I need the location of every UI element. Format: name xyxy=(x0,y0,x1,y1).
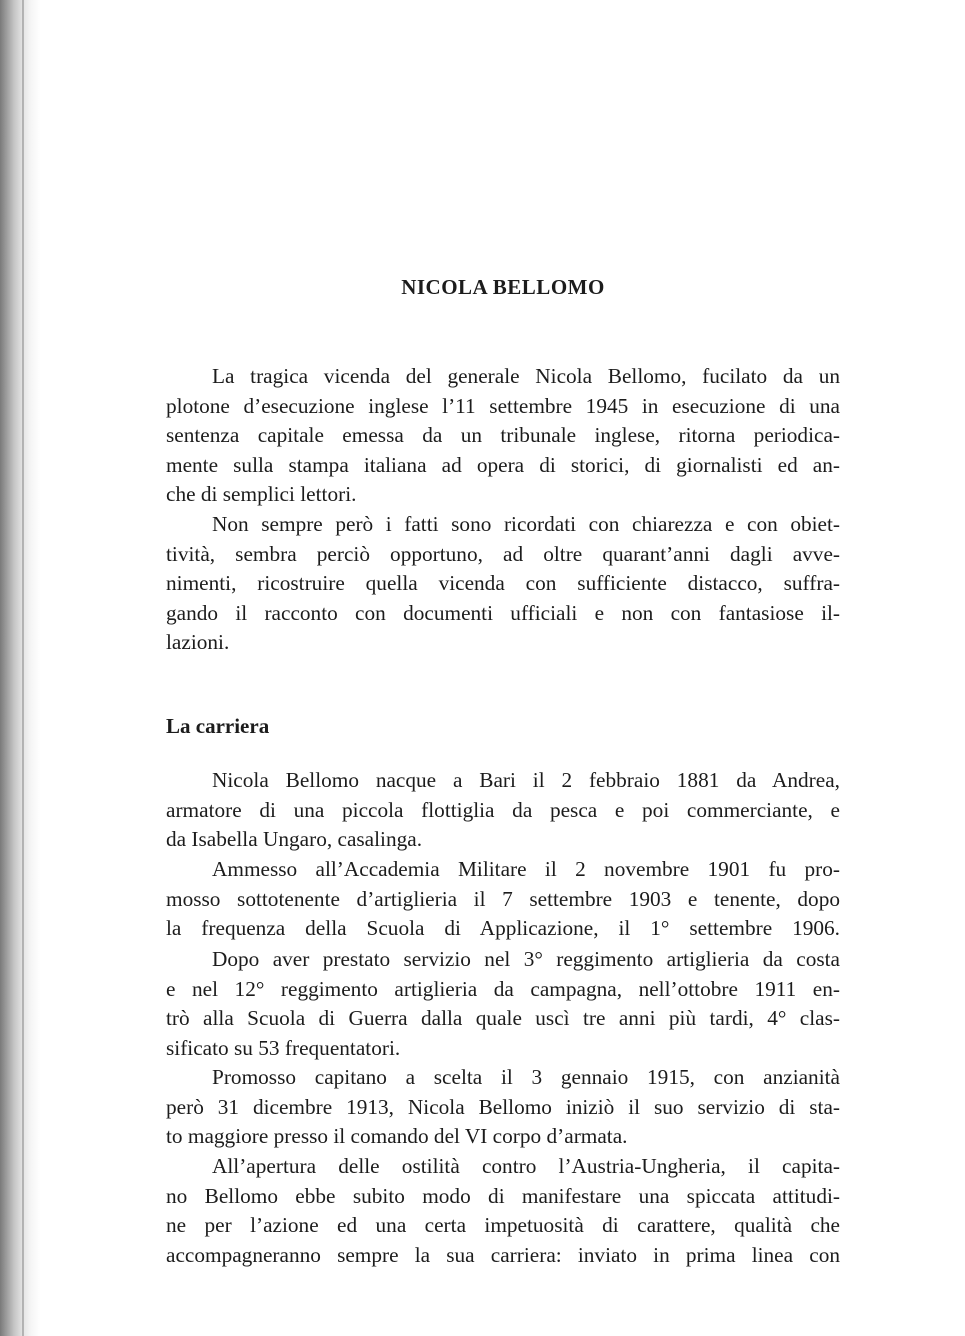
text-line: trò alla Scuola di Guerra dalla quale uscì tre anni più tardi, 4° clas- xyxy=(166,1006,840,1031)
text-line: sentenza capitale emessa da un tribunale inglese, ritorna periodica- xyxy=(166,423,840,448)
section-paragraph-3 xyxy=(166,945,840,1063)
text-line: però 31 dicembre 1913, Nicola Bellomo iniziò il suo servizio di sta- xyxy=(166,1094,840,1119)
text-line: no Bellomo ebbe subito modo di manifestare una spiccata attitudi- xyxy=(166,1183,840,1208)
text-line: Ammesso all’Accademia Militare il 2 novembre 1901 fu pro- xyxy=(212,857,840,881)
section-paragraph-4 xyxy=(166,1063,840,1152)
binding-gutter-shadow xyxy=(0,0,40,1336)
section-paragraph-1 xyxy=(166,766,840,855)
section-paragraph-5 xyxy=(166,1152,840,1270)
text-line: la frequenza della Scuola di Applicazione, il 1° settembre 1906. xyxy=(166,916,840,941)
text-line: da Isabella Ungaro, casalinga. xyxy=(166,827,423,852)
text-line: ne per l’azione ed una certa impetuosità di carattere, qualità che xyxy=(166,1213,840,1238)
text-line: accompagneranno sempre la sua carriera: inviato in prima linea con xyxy=(166,1242,840,1267)
text-line: armatore di una piccola flottiglia da pesca e poi commerciante, e xyxy=(166,797,840,822)
text-line: e nel 12° reggimento artiglieria da campagna, nell’ottobre 1911 en- xyxy=(166,976,840,1001)
book-page xyxy=(166,0,840,1336)
binding-gutter-line xyxy=(22,0,24,1336)
text-line: mente sulla stampa italiana ad opera di storici, di giornalisti ed an- xyxy=(166,452,840,477)
text-line: Promosso capitano a scelta il 3 gennaio 1915, con anzianità xyxy=(212,1065,840,1089)
text-line: lazioni. xyxy=(166,630,230,655)
text-line: Dopo aver prestato servizio nel 3° reggimento artiglieria da costa xyxy=(212,947,840,971)
intro-paragraph-1 xyxy=(166,362,840,510)
text-line: che di semplici lettori. xyxy=(166,482,357,507)
text-line: sificato su 53 frequentatori. xyxy=(166,1035,401,1060)
text-line: Non sempre però i fatti sono ricordati con chiarezza e con obiet- xyxy=(212,512,840,536)
section-heading: La carriera xyxy=(166,714,270,738)
text-line: nimenti, ricostruire quella vicenda con sufficiente distacco, suffra- xyxy=(166,571,840,596)
text-line: All’apertura delle ostilità contro l’Austria-Ungheria, il capita- xyxy=(212,1154,840,1178)
intro-paragraph-2 xyxy=(166,510,840,658)
text-line: plotone d’esecuzione inglese l’11 settembre 1945 in esecuzione di una xyxy=(166,393,840,418)
text-line: to maggiore presso il comando del VI corpo d’armata. xyxy=(166,1124,628,1149)
text-line: gando il racconto con documenti ufficiali e non con fantasiose il- xyxy=(166,600,840,625)
text-line: Nicola Bellomo nacque a Bari il 2 febbraio 1881 da Andrea, xyxy=(212,768,840,792)
section-paragraph-2 xyxy=(166,855,840,944)
text-line: tività, sembra perciò opportuno, ad oltre quarant’anni dagli avve- xyxy=(166,541,840,566)
text-line: La tragica vicenda del generale Nicola Bellomo, fucilato da un xyxy=(212,364,840,388)
text-line: mosso sottotenente d’artiglieria il 7 settembre 1903 e tenente, dopo xyxy=(166,886,840,911)
chapter-title: NICOLA BELLOMO xyxy=(401,275,605,299)
